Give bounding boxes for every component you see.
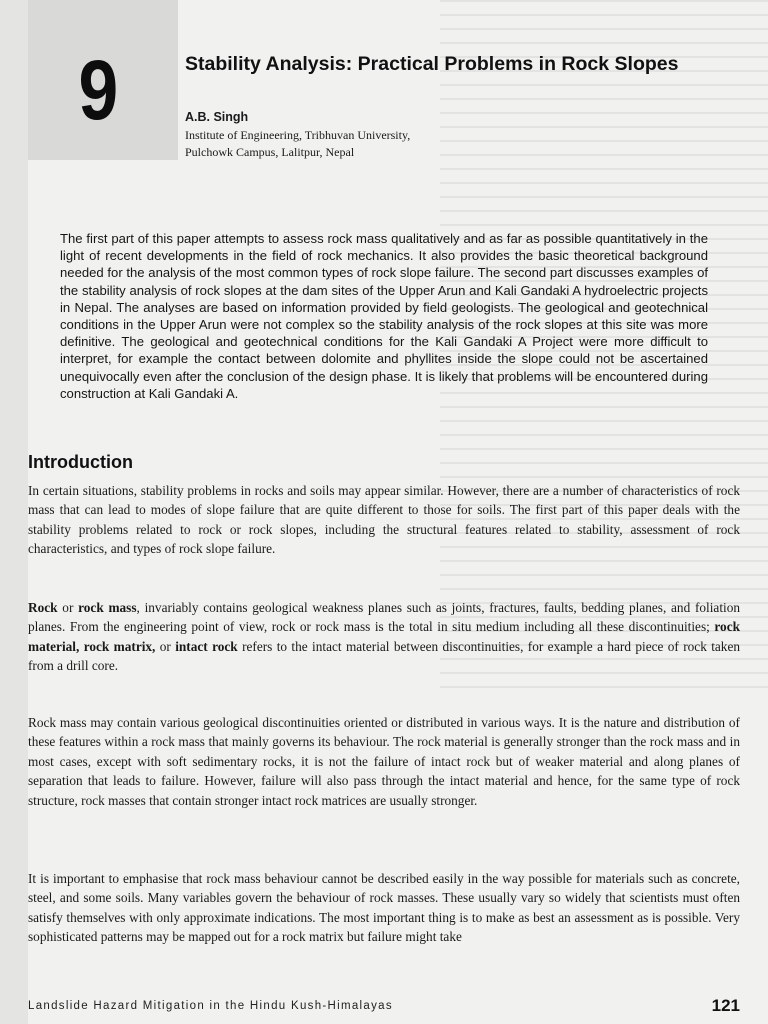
- author-name: A.B. Singh: [185, 110, 249, 124]
- paragraph-3: Rock mass may contain various geological discontinuities oriented or distributed in various ways. It is the nature and distribution of these features within a rock mass that mainly governs its behaviour. The rock material is generally stronger than the rock mass and in most cases, except with soft sedimentary rocks, it is not the failure of intact rock but of weaker material and along planes of separation that leads to failure. However, failure will also pass through the intact material and hence, for the same type of rock structure, rock masses that contain stronger intact rock matrices are usually stronger.: [28, 715, 740, 808]
- paragraph-1: In certain situations, stability problems in rocks and soils may appear similar. However, there are a number of characteristics of rock mass that can lead to modes of slope failure that are quite different to those for soils. The first part of this paper deals with the stability problems related to rock or rock slopes, including the structural features related to stability, assessment of rock characteristics, and types of rock slope failure.: [28, 483, 740, 557]
- term-rock-mass: rock mass: [78, 600, 137, 615]
- chapter-title: Stability Analysis: Practical Problems in Rock Slopes: [185, 53, 679, 75]
- paragraph-2-text-1: , invariably contains geological weakness planes such as joints, fractures, faults, bedding planes, and foliation planes. From the engineering point of view, rock or rock mass is the total in situ medium including all these discontinuities;: [28, 600, 741, 635]
- affiliation-line-2: Pulchowk Campus, Lalitpur, Nepal: [185, 145, 355, 159]
- paragraph-2-or-2: or: [155, 638, 176, 654]
- term-rock: Rock: [28, 600, 58, 615]
- abstract-text: The first part of this paper attempts to assess rock mass qualitatively and as far as possible quantitatively in the light of recent developments in the field of rock mechanics. It also provides the basic theoretical background needed for the analysis of the most common types of rock slope failure. The second part discusses examples of the stability analysis of rock slopes at the dam sites of the Upper Arun and Kali Gandaki A hydroelectric projects in Nepal. The analyses are based on information provided by field geologists. The geological and geotechnical conditions in the Upper Arun were not complex so the stability analysis of the rock slopes at this site was more definitive. The geological and geotechnical conditions for the Kali Gandaki A Project were more difficult to interpret, for example the contact between dolomite and phyllites inside the slope could not be ascertained unequivocally even after the conclusion of the design phase. It is likely that problems will be encountered during construction at Kali Gandaki A.: [60, 231, 708, 401]
- term-intact-rock: intact rock: [175, 638, 238, 654]
- section-heading-introduction: Introduction: [28, 452, 133, 472]
- affiliation-line-1: Institute of Engineering, Tribhuvan University,: [185, 128, 411, 142]
- paragraph-2-text-2: refers to the intact material between discontinuities, for example a hard piece of rock taken from a drill core.: [28, 638, 741, 674]
- page-edge-shadow: [0, 0, 28, 1024]
- page-number: 121: [711, 996, 740, 1015]
- paragraph-2: [28, 598, 740, 676]
- term-rock-material: rock material, rock matrix,: [28, 619, 740, 654]
- footer-book-title: Landslide Hazard Mitigation in the Hindu Kush-Himalayas: [28, 1000, 393, 1012]
- paragraph-2-or: or: [57, 600, 79, 615]
- chapter-number: 9: [78, 43, 119, 137]
- paragraph-4: It is important to emphasise that rock mass behaviour cannot be described easily in the way possible for materials such as concrete, steel, and some soils. Many variables govern the behaviour of rock masses. These usually vary so widely that scientists must often satisfy themselves with only approximate indications. The most important thing is to make as best an assessment as is possible. Very sophisticated patterns may be mapped out for a rock matrix but failure might take: [28, 871, 740, 945]
